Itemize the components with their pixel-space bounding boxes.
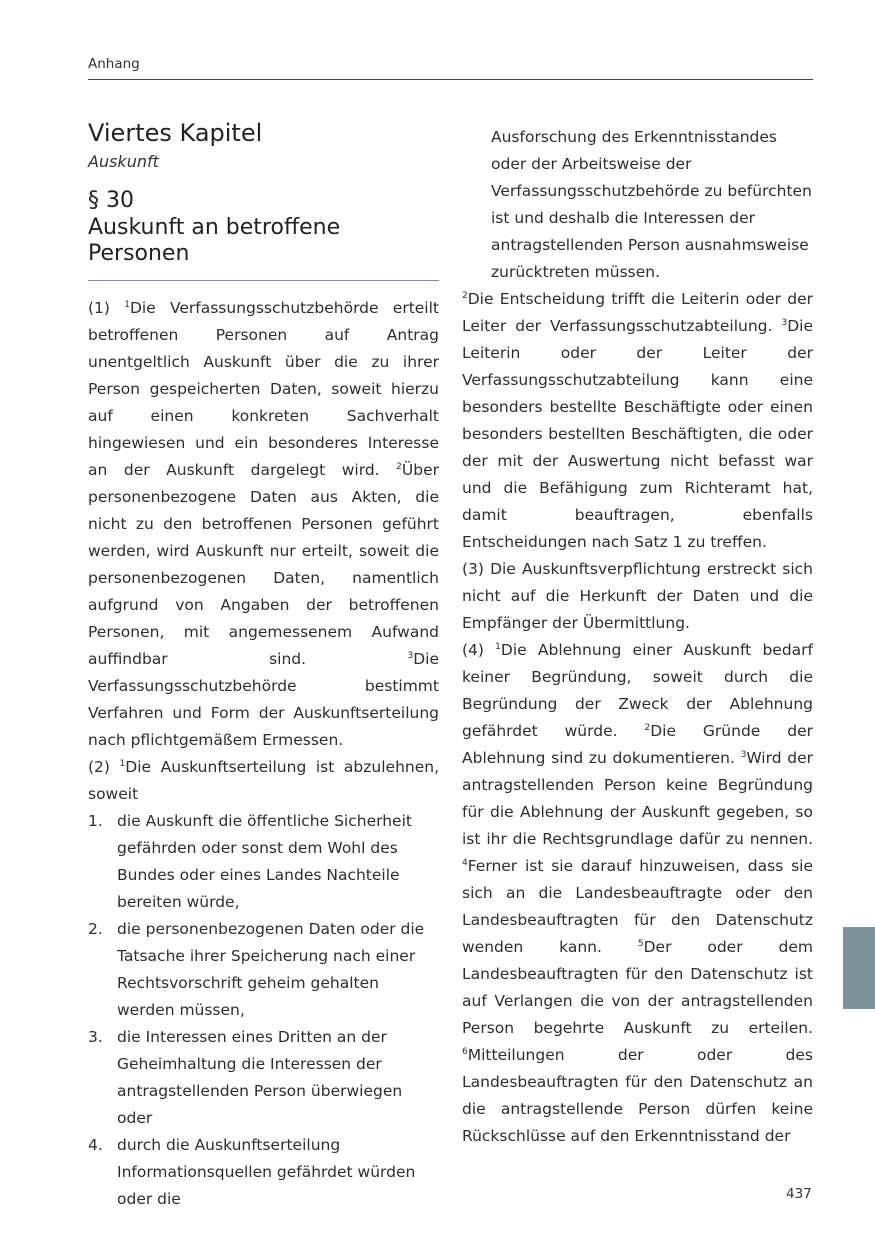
running-header: Anhang: [88, 56, 140, 72]
exception-list: [88, 808, 439, 1213]
list-item: 3. die Interessen eines Dritten an der Geheimhaltung die Interessen der antragstellenden Person überwiegen oder: [88, 1028, 403, 1127]
page-number: 437: [786, 1186, 812, 1202]
list-item: 2. die personenbezogenen Daten oder die Tatsache ihrer Speicherung nach einer Rechtsvorschrift geheim gehalten werden müssen,: [88, 920, 425, 1019]
left-column: [88, 118, 439, 1213]
right-column: [462, 124, 813, 1150]
paragraph-4: (4) $^1$Die Ablehnung einer Auskunft bedarf keiner Begründung, soweit durch die Begründung der Zweck der Ablehnung gefährdet würde. $^2$Die Gründe der Ablehnung sind zu dokumentieren. $^3$Wird der antragstellenden Person keine Begründung für die Ablehnung der Auskunft gegeben, so ist ihr die Rechtsgrundlage dafür zu nennen. $^4$Ferner ist sie darauf hinzuweisen, dass sie sich an die Landesbeauftragte oder den Landesbeauftragten für den Datenschutz wenden kann. $^5$Der oder dem Landesbeauftragten für den Datenschutz ist auf Verlangen die von der antragstellenden Person begehrte Auskunft zu erteilen. $^6$Mitteilungen der oder des Landesbeauftragten für den Datenschutz an die antragstellende Person dürfen keine Rückschlüsse auf den Erkenntnisstand der: [462, 641, 813, 1145]
chapter-subtitle: Auskunft: [88, 152, 159, 171]
list-item-continuation: Ausforschung des Erkenntnisstandes oder der Arbeitsweise der Verfassungsschutzbehörde zu befürchten ist und deshalb die Interessen der antragstellenden Person ausnahmsweise zurücktreten müssen.: [491, 128, 812, 281]
section-number: § 30: [88, 188, 134, 213]
section-title: Auskunft an betroffene Personen: [88, 215, 341, 266]
list-item: 1. die Auskunft die öffentliche Sicherheit gefährden oder sonst dem Wohl des Bundes oder eines Landes Nachteile bereiten würde,: [88, 812, 412, 911]
chapter-title: Viertes Kapitel: [88, 119, 263, 147]
thumb-index-tab: [843, 927, 875, 1009]
list-item: 4. durch die Auskunftserteilung Informationsquellen gefährdet würden oder die: [88, 1136, 416, 1208]
paragraph-2: (2) $^1$Die Auskunftserteilung ist abzulehnen, soweit: [88, 758, 440, 803]
header-rule: [88, 79, 813, 80]
paragraph-3: (3) Die Auskunftsverpflichtung erstreckt sich nicht auf die Herkunft der Daten und die Empfänger der Übermittlung.: [462, 560, 813, 632]
paragraph-2-continued: $^2$Die Entscheidung trifft die Leiterin oder der Leiter der Verfassungsschutzabteilung. $^3$Die Leiterin oder der Leiter der Verfassungsschutzabteilung kann eine besonders bestellte Beschäftigte oder einen besonders bestellten Beschäftigten, die oder der mit der Auswertung nicht befasst war und die Befähigung zum Richteramt hat, damit beauftragen, ebenfalls Entscheidungen nach Satz 1 zu treffen.: [462, 290, 813, 551]
paragraph-1: (1) $^1$Die Verfassungsschutzbehörde erteilt betroffenen Personen auf Antrag unentgeltlich Auskunft über die zu ihrer Person gespeicherten Daten, soweit hierzu auf einen konkreten Sachverhalt hingewiesen und ein besonderes Interesse an der Auskunft dargelegt wird. $^2$Über personenbezogene Daten aus Akten, die nicht zu den betroffenen Personen geführt werden, wird Auskunft nur erteilt, soweit die personenbezogenen Daten, namentlich aufgrund von Angaben der betroffenen Personen, mit angemessenem Aufwand auffindbar sind. $^3$Die Verfassungsschutzbehörde bestimmt Verfahren und Form der Auskunftserteilung nach pflichtgemäßem Ermessen.: [88, 299, 439, 749]
section-rule: [88, 280, 439, 281]
